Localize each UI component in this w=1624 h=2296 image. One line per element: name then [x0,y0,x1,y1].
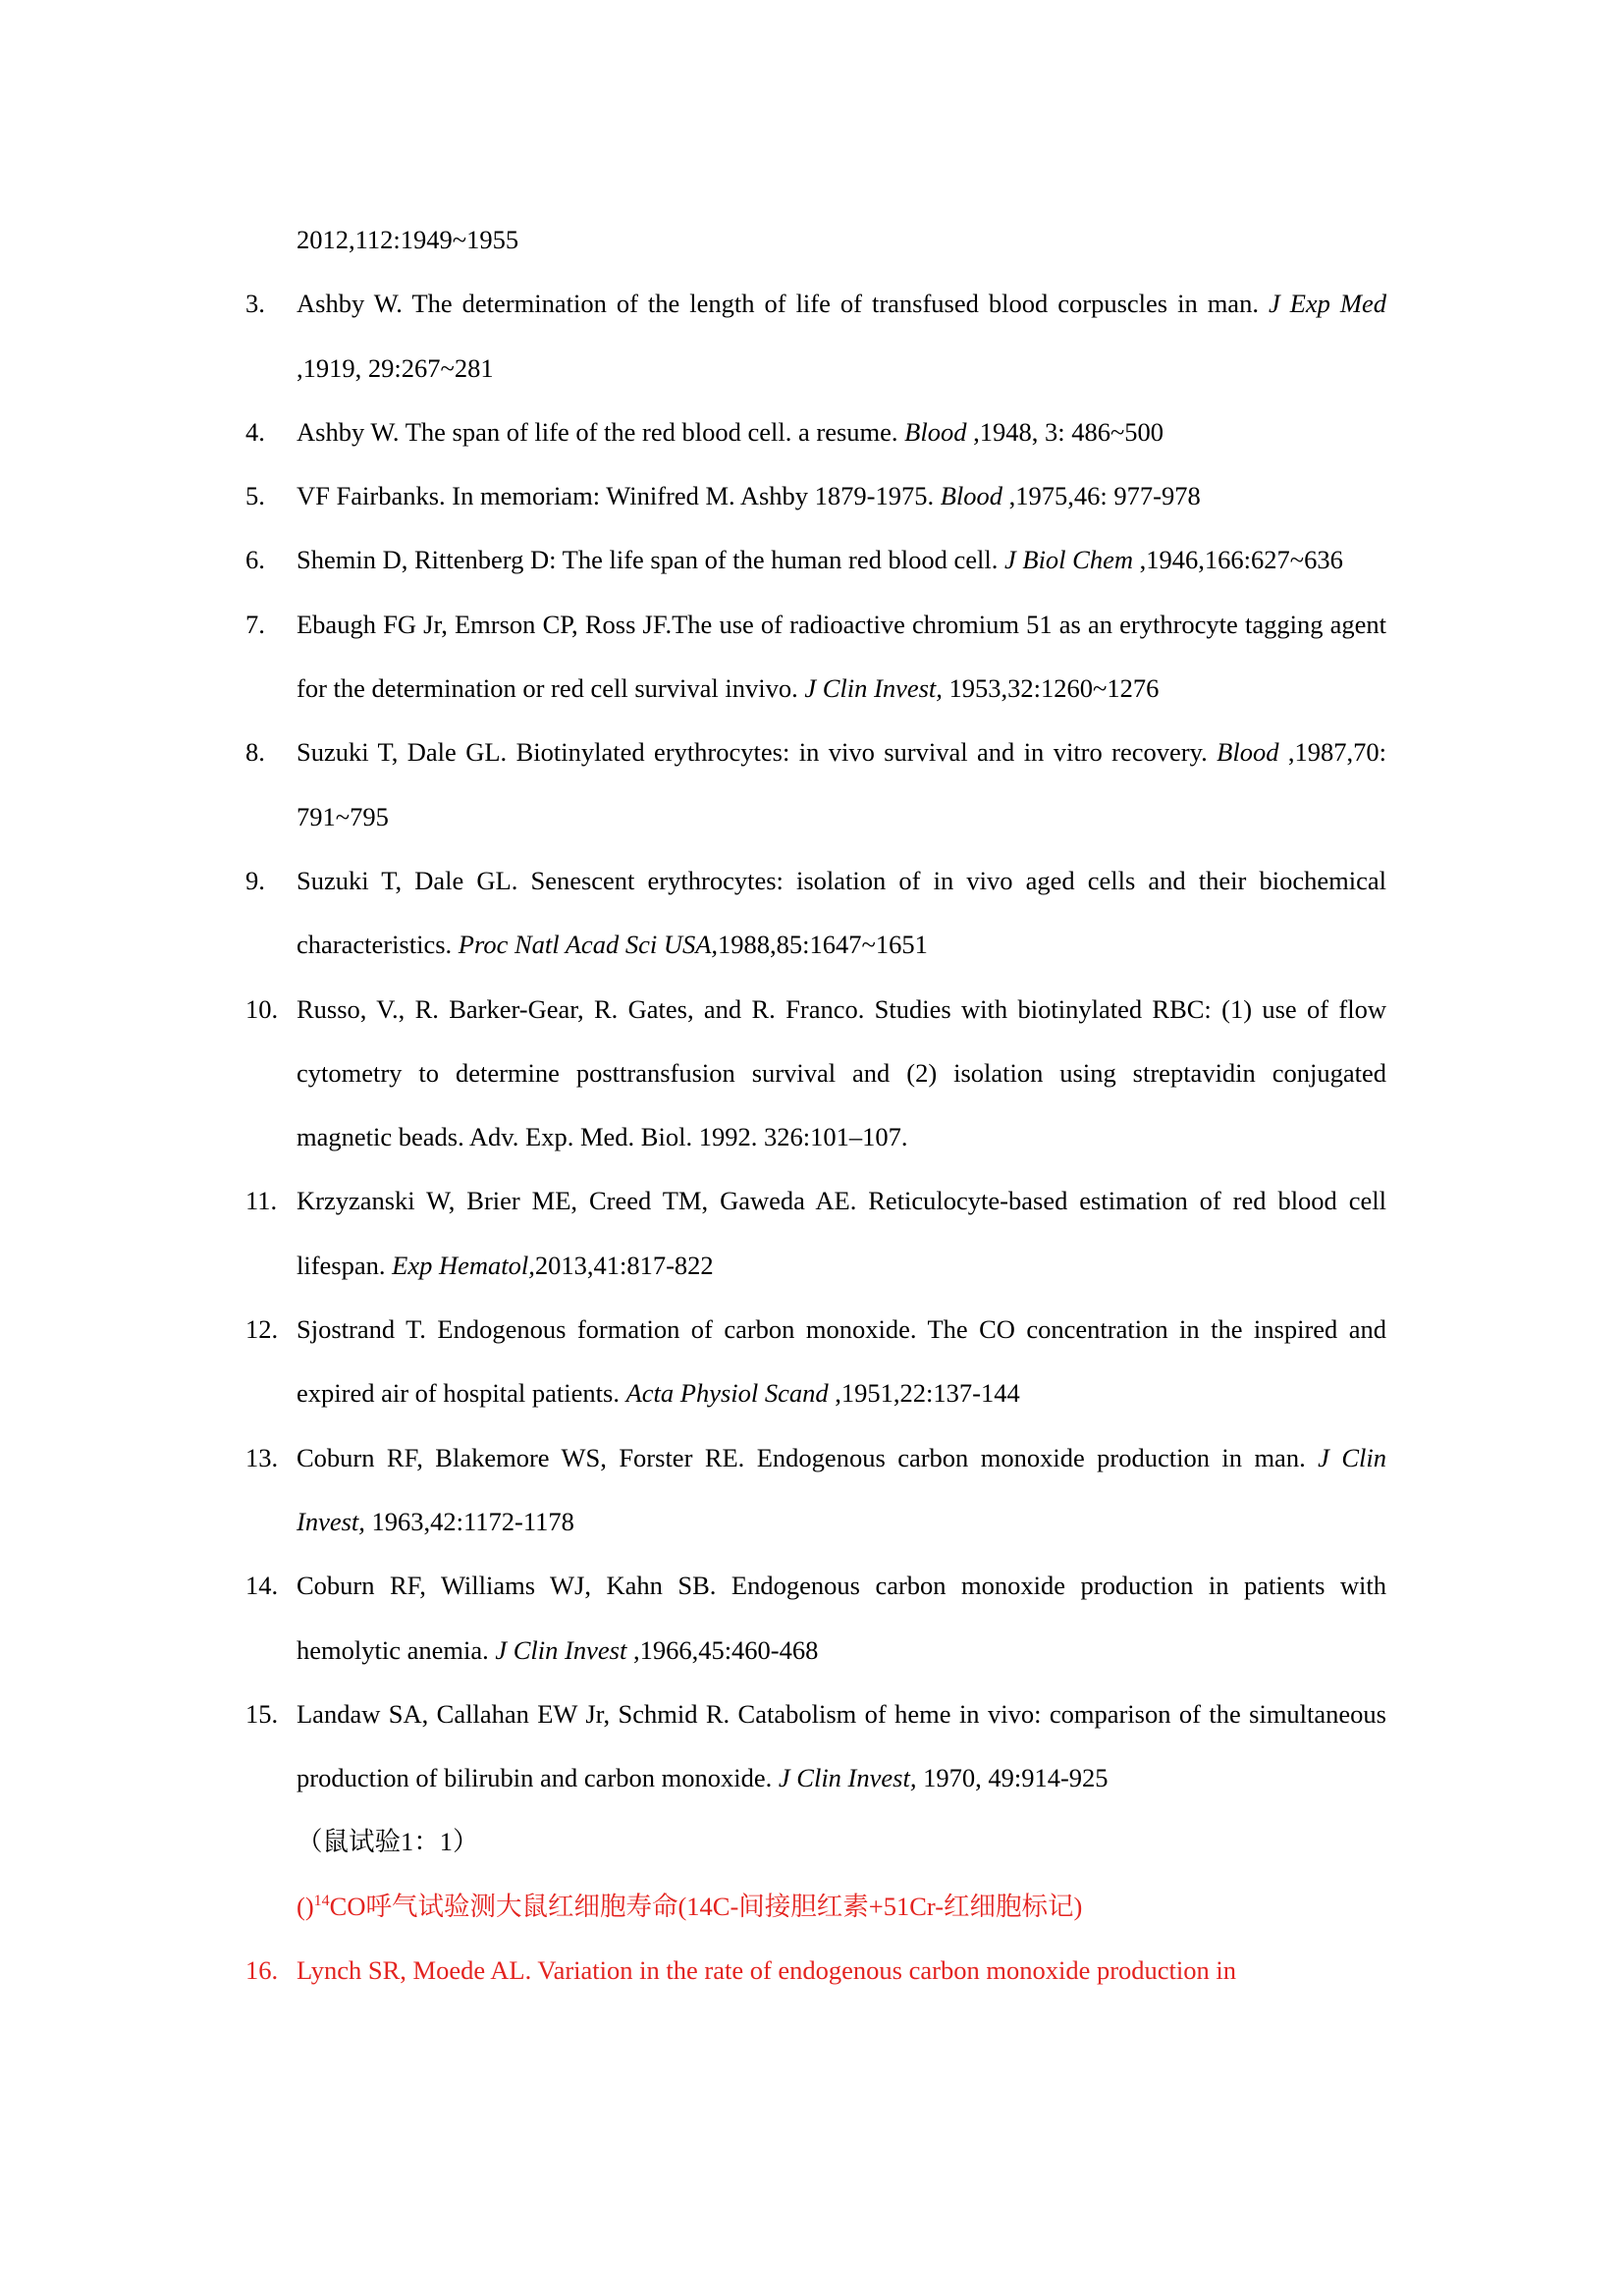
reference-journal: J Clin Invest, [778,1763,917,1793]
reference-number: 8. [245,737,265,768]
reference-journal: Exp Hematol, [392,1250,535,1280]
reference-text: Ashby W. The determination of the length of life of transfused blood corpuscles in man. [297,289,1269,319]
reference-tail: ,1948, 3: 486~500 [966,416,1164,447]
reference-tail: 1970, 49:914-925 [916,1763,1109,1793]
reference-item-12 [245,1298,1386,1426]
reference-tail: ,1919, 29:267~281 [297,352,494,383]
reference-list [245,208,1386,2002]
reference-tail: ,1966,45:460-468 [626,1634,819,1665]
reference-text: Russo, V., R. Barker-Gear, R. Gates, and R. Franco. Studies with biotinylated RBC: (1) use of flow cytometry to determine posttransfusion survival and (2) isolation using streptavidin conjugated magnetic beads. Adv. Exp. Med. Biol. 1992. 326:101–107. [297,993,1386,1152]
reference-text: Coburn RF, Blakemore WS, Forster RE. Endogenous carbon monoxide production in man. [297,1442,1319,1472]
reference-text: Coburn RF, Williams WJ, Kahn SB. Endogenous carbon monoxide production in patients with hemolytic anemia. [297,1571,1386,1665]
reference-journal: J Clin Invest, [804,673,943,704]
reference-number: 12. [245,1314,279,1345]
reference-tail: 2013,41:817-822 [534,1250,714,1280]
reference-journal: Blood [940,481,1003,511]
reference-number: 14. [245,1571,279,1601]
reference-journal: J Exp Med [1268,289,1386,319]
reference-tail: 1988,85:1647~1651 [718,930,928,960]
reference-item-9 [245,849,1386,978]
reference-tail: ,1987,70: 791~795 [297,737,1386,831]
reference-number: 3. [245,289,265,319]
reference-journal: J Clin Invest [495,1634,627,1665]
reference-item-6 [245,528,1386,592]
reference-number: 9. [245,865,265,895]
reference-item-8 [245,721,1386,849]
reference-journal: Blood [904,416,967,447]
reference-item-5 [245,464,1386,528]
reference-number: 6. [245,545,265,575]
annotation-text: （鼠试验1：1） [297,1827,479,1857]
reference-journal: J Biol Chem [1004,545,1133,575]
reference-tail: 1953,32:1260~1276 [942,673,1160,704]
reference-number: 16. [245,1955,279,1986]
reference-text: Shemin D, Rittenberg D: The life span of the human red blood cell. [297,545,1004,575]
reference-tail: 1963,42:1172-1178 [364,1506,574,1536]
reference-journal: J Clin Invest, [297,1442,1386,1536]
reference-number: 13. [245,1442,279,1472]
reference-text: Suzuki T, Dale GL. Senescent erythrocytes: isolation of in vivo aged cells and their biochemical characteristics. [297,865,1386,960]
reference-number: 15. [245,1698,279,1729]
reference-number: 4. [245,416,265,447]
reference-text: Sjostrand T. Endogenous formation of carbon monoxide. The CO concentration in the inspired and expired air of hospital patients. [297,1314,1386,1409]
reference-text: Ashby W. The span of life of the red blood cell. a resume. [297,416,905,447]
annotation-note [245,1810,1386,1874]
reference-number: 10. [245,993,279,1024]
reference-item-14 [245,1554,1386,1682]
reference-journal: Acta Physiol Scand [625,1378,829,1409]
reference-number: 11. [245,1186,278,1216]
reference-number: 5. [245,481,265,511]
annotation-prefix: () [297,1891,314,1921]
reference-item-13 [245,1426,1386,1555]
reference-tail: ,1975,46: 977-978 [1002,481,1201,511]
reference-tail: ,1951,22:137-144 [828,1378,1020,1409]
annotation-superscript: 14 [313,1892,330,1909]
reference-text: VF Fairbanks. In memoriam: Winifred M. Ashby 1879-1975. [297,481,941,511]
reference-tail: ,1946,166:627~636 [1133,545,1343,575]
annotation-note-red [245,1875,1386,1939]
reference-text: Suzuki T, Dale GL. Biotinylated erythrocytes: in vivo survival and in vitro recovery. [297,737,1218,768]
reference-continuation [245,208,1386,272]
continuation-text: 2012,112:1949~1955 [297,225,519,254]
reference-item-11 [245,1169,1386,1298]
reference-text: Ebaugh FG Jr, Emrson CP, Ross JF.The use of radioactive chromium 51 as an erythrocyte tagging agent for the determination or red cell survival invivo. [297,609,1386,704]
annotation-red-text: CO呼气试验测大鼠红细胞寿命(14C-间接胆红素+51Cr-红细胞标记) [329,1891,1083,1921]
reference-item-4 [245,400,1386,464]
reference-item-16 [245,1939,1386,2002]
reference-journal: Proc Natl Acad Sci USA, [458,930,719,960]
reference-text: Krzyzanski W, Brier ME, Creed TM, Gaweda AE. Reticulocyte-based estimation of red blood cell lifespan. [297,1186,1386,1280]
reference-text: Landaw SA, Callahan EW Jr, Schmid R. Catabolism of heme in vivo: comparison of the simultaneous production of bilirubin and carbon monoxide. [297,1698,1386,1793]
reference-journal: Blood [1217,737,1279,768]
reference-text: Lynch SR, Moede AL. Variation in the rate of endogenous carbon monoxide production in [297,1955,1237,1986]
reference-item-10 [245,978,1386,1170]
reference-item-7 [245,593,1386,721]
reference-number: 7. [245,609,265,639]
reference-item-15 [245,1682,1386,1811]
reference-item-3 [245,272,1386,400]
